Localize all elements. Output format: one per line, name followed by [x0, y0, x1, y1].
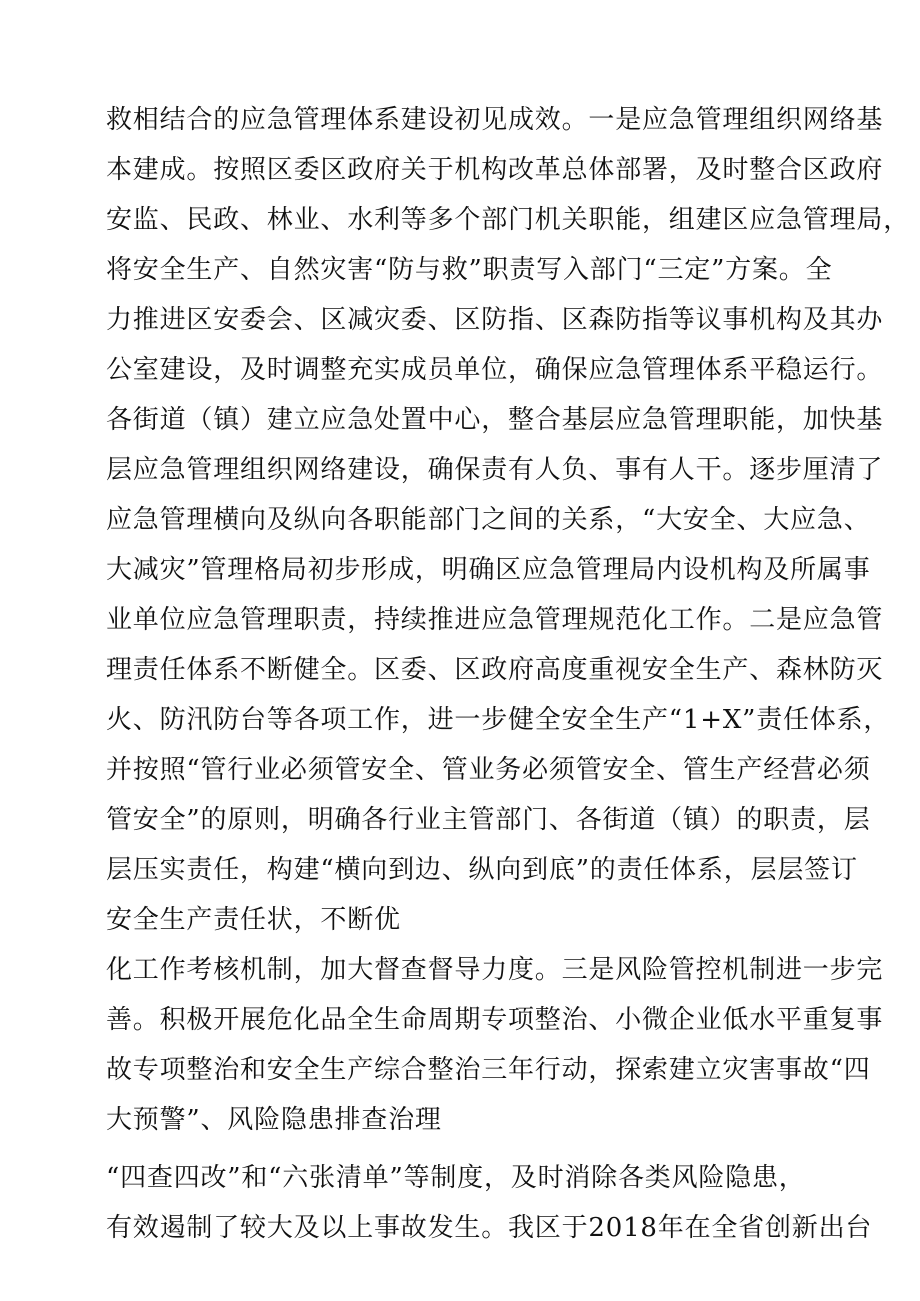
paragraph-line: 本建成。按照区委区政府关于机构改革总体部署，及时整合区政府 [106, 155, 884, 185]
paragraph-line: 火、防汛防台等各项工作，进一步健全安全生产“1+X”责任体系， [106, 705, 891, 735]
paragraph-line: 故专项整治和安全生产综合整治三年行动，探索建立灾害事故“四 [106, 1055, 871, 1085]
paragraph-line: 安全生产责任状，不断优 [106, 905, 401, 935]
paragraph-line: 力推进区安委会、区减灾委、区防指、区森防指等议事机构及其办 [106, 305, 884, 335]
paragraph-line: 层应急管理组织网络建设，确保责有人负、事有人干。逐步厘清了 [106, 455, 884, 485]
paragraph-line: 救相结合的应急管理体系建设初见成效。一是应急管理组织网络基 [106, 105, 884, 135]
paragraph-line: 各街道（镇）建立应急处置中心，整合基层应急管理职能，加快基 [106, 405, 884, 435]
paragraph-line: 大减灾”管理格局初步形成，明确区应急管理局内设机构及所属事 [106, 555, 871, 585]
paragraph-line: 安监、民政、林业、水利等多个部门机关职能，组建区应急管理局， [106, 205, 911, 235]
paragraph-line: “四查四改”和“六张清单”等制度，及时消除各类风险隐患， [106, 1163, 806, 1193]
paragraph-line: 善。积极开展危化品全生命周期专项整治、小微企业低水平重复事 [106, 1005, 884, 1035]
paragraph-line: 理责任体系不断健全。区委、区政府高度重视安全生产、森林防灭 [106, 655, 884, 685]
paragraph-line: 并按照“管行业必须管安全、管业务必须管安全、管生产经营必须 [106, 755, 871, 785]
paragraph-line: 有效遏制了较大及以上事故发生。我区于2018年在全省创新出台 [106, 1213, 873, 1243]
paragraph-line: 层压实责任，构建“横向到边、纵向到底”的责任体系，层层签订 [106, 855, 858, 885]
paragraph-line: 化工作考核机制，加大督查督导力度。三是风险管控机制进一步完 [106, 955, 884, 985]
paragraph-line: 管安全”的原则，明确各行业主管部门、各街道（镇）的职责，层 [106, 805, 871, 835]
paragraph-line: 大预警”、风险隐患排查治理 [106, 1105, 442, 1135]
paragraph-line: 应急管理横向及纵向各职能部门之间的关系，“大安全、大应急、 [106, 505, 871, 535]
paragraph-line: 业单位应急管理职责，持续推进应急管理规范化工作。二是应急管 [106, 605, 884, 635]
paragraph-line: 公室建设，及时调整充实成员单位，确保应急管理体系平稳运行。 [106, 355, 884, 385]
paragraph-line: 将安全生产、自然灾害“防与救”职责写入部门“三定”方案。全 [106, 255, 833, 285]
